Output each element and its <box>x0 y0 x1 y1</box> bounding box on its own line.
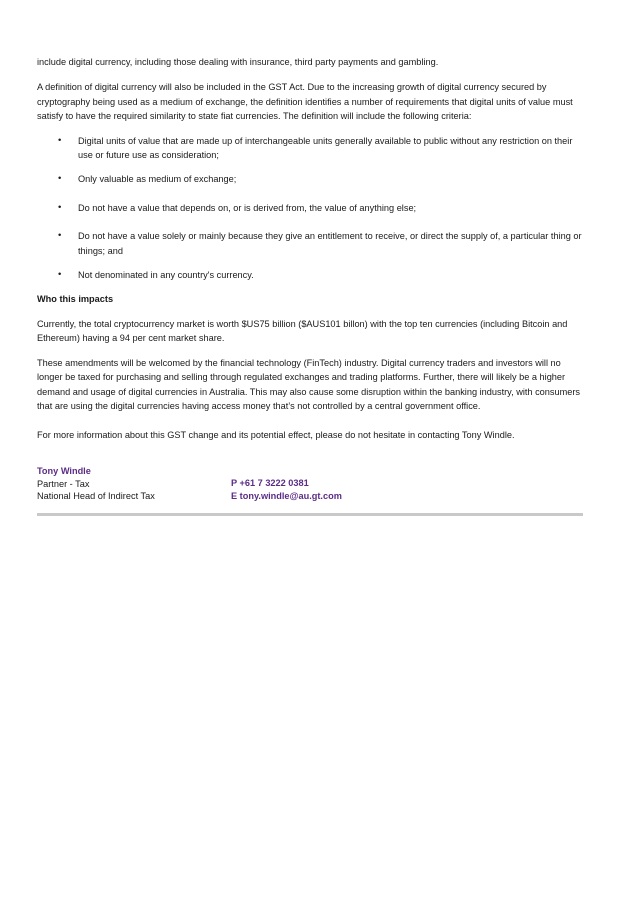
market-paragraph: Currently, the total cryptocurrency market is worth $US75 billion ($AUS101 billon) with the top ten currencies (including Bitcoin and Ethereum) having a 94 per cent market share. <box>37 318 568 344</box>
signature-contact <box>231 477 342 502</box>
criteria-list <box>37 134 585 283</box>
document-body <box>37 55 585 443</box>
criteria-item: • Do not have a value solely or mainly because they give an entitlement to receive, or direct the supply of, a particular thing or things; and <box>37 229 585 258</box>
definition-paragraph: A definition of digital currency will also be included in the GST Act. Due to the increasing growth of digital currency secured by cryptography being used as a medium of exchange, the definition identifies a number of requirements that digital units of value must satisfy to have the required similarity to state fiat currencies. The definition will include the following criteria: <box>37 82 573 122</box>
criteria-item: • Digital units of value that are made up of interchangeable units generally available to public without any restriction on their use or future use as consideration; <box>37 134 585 163</box>
signature-role: National Head of Indirect Tax <box>37 491 155 502</box>
criteria-item: • Only valuable as medium of exchange; <box>37 172 585 186</box>
criteria-item: • Do not have a value that depends on, or is derived from, the value of anything else; <box>37 201 585 215</box>
signature-name: Tony Windle <box>37 466 91 476</box>
signature-title: Partner - Tax <box>37 478 90 489</box>
signature-phone[interactable]: P +61 7 3222 0381 <box>231 478 309 488</box>
horizontal-rule <box>37 513 583 516</box>
criteria-item: • Not denominated in any country's currency. <box>37 268 585 282</box>
intro-paragraph: include digital currency, including those dealing with insurance, third party payments and gambling. <box>37 57 439 67</box>
contact-paragraph: For more information about this GST change and its potential effect, please do not hesitate in contacting Tony Windle. <box>37 430 515 441</box>
section-heading: Who this impacts <box>37 294 114 305</box>
amendments-paragraph: These amendments will be welcomed by the financial technology (FinTech) industry. Digital currency traders and investors will no longer be taxed for purchasing and selling through regulated exchanges and trading platforms. Further, there will likely be a higher demand and usage of digital currencies in Australia. This may also cause some disruption within the banking industry, with consumers that are using the digital currencies having access money that’s not controlled by a central government office. <box>37 357 581 411</box>
signature-block <box>37 465 585 503</box>
signature-email[interactable]: E tony.windle@au.gt.com <box>231 490 342 501</box>
